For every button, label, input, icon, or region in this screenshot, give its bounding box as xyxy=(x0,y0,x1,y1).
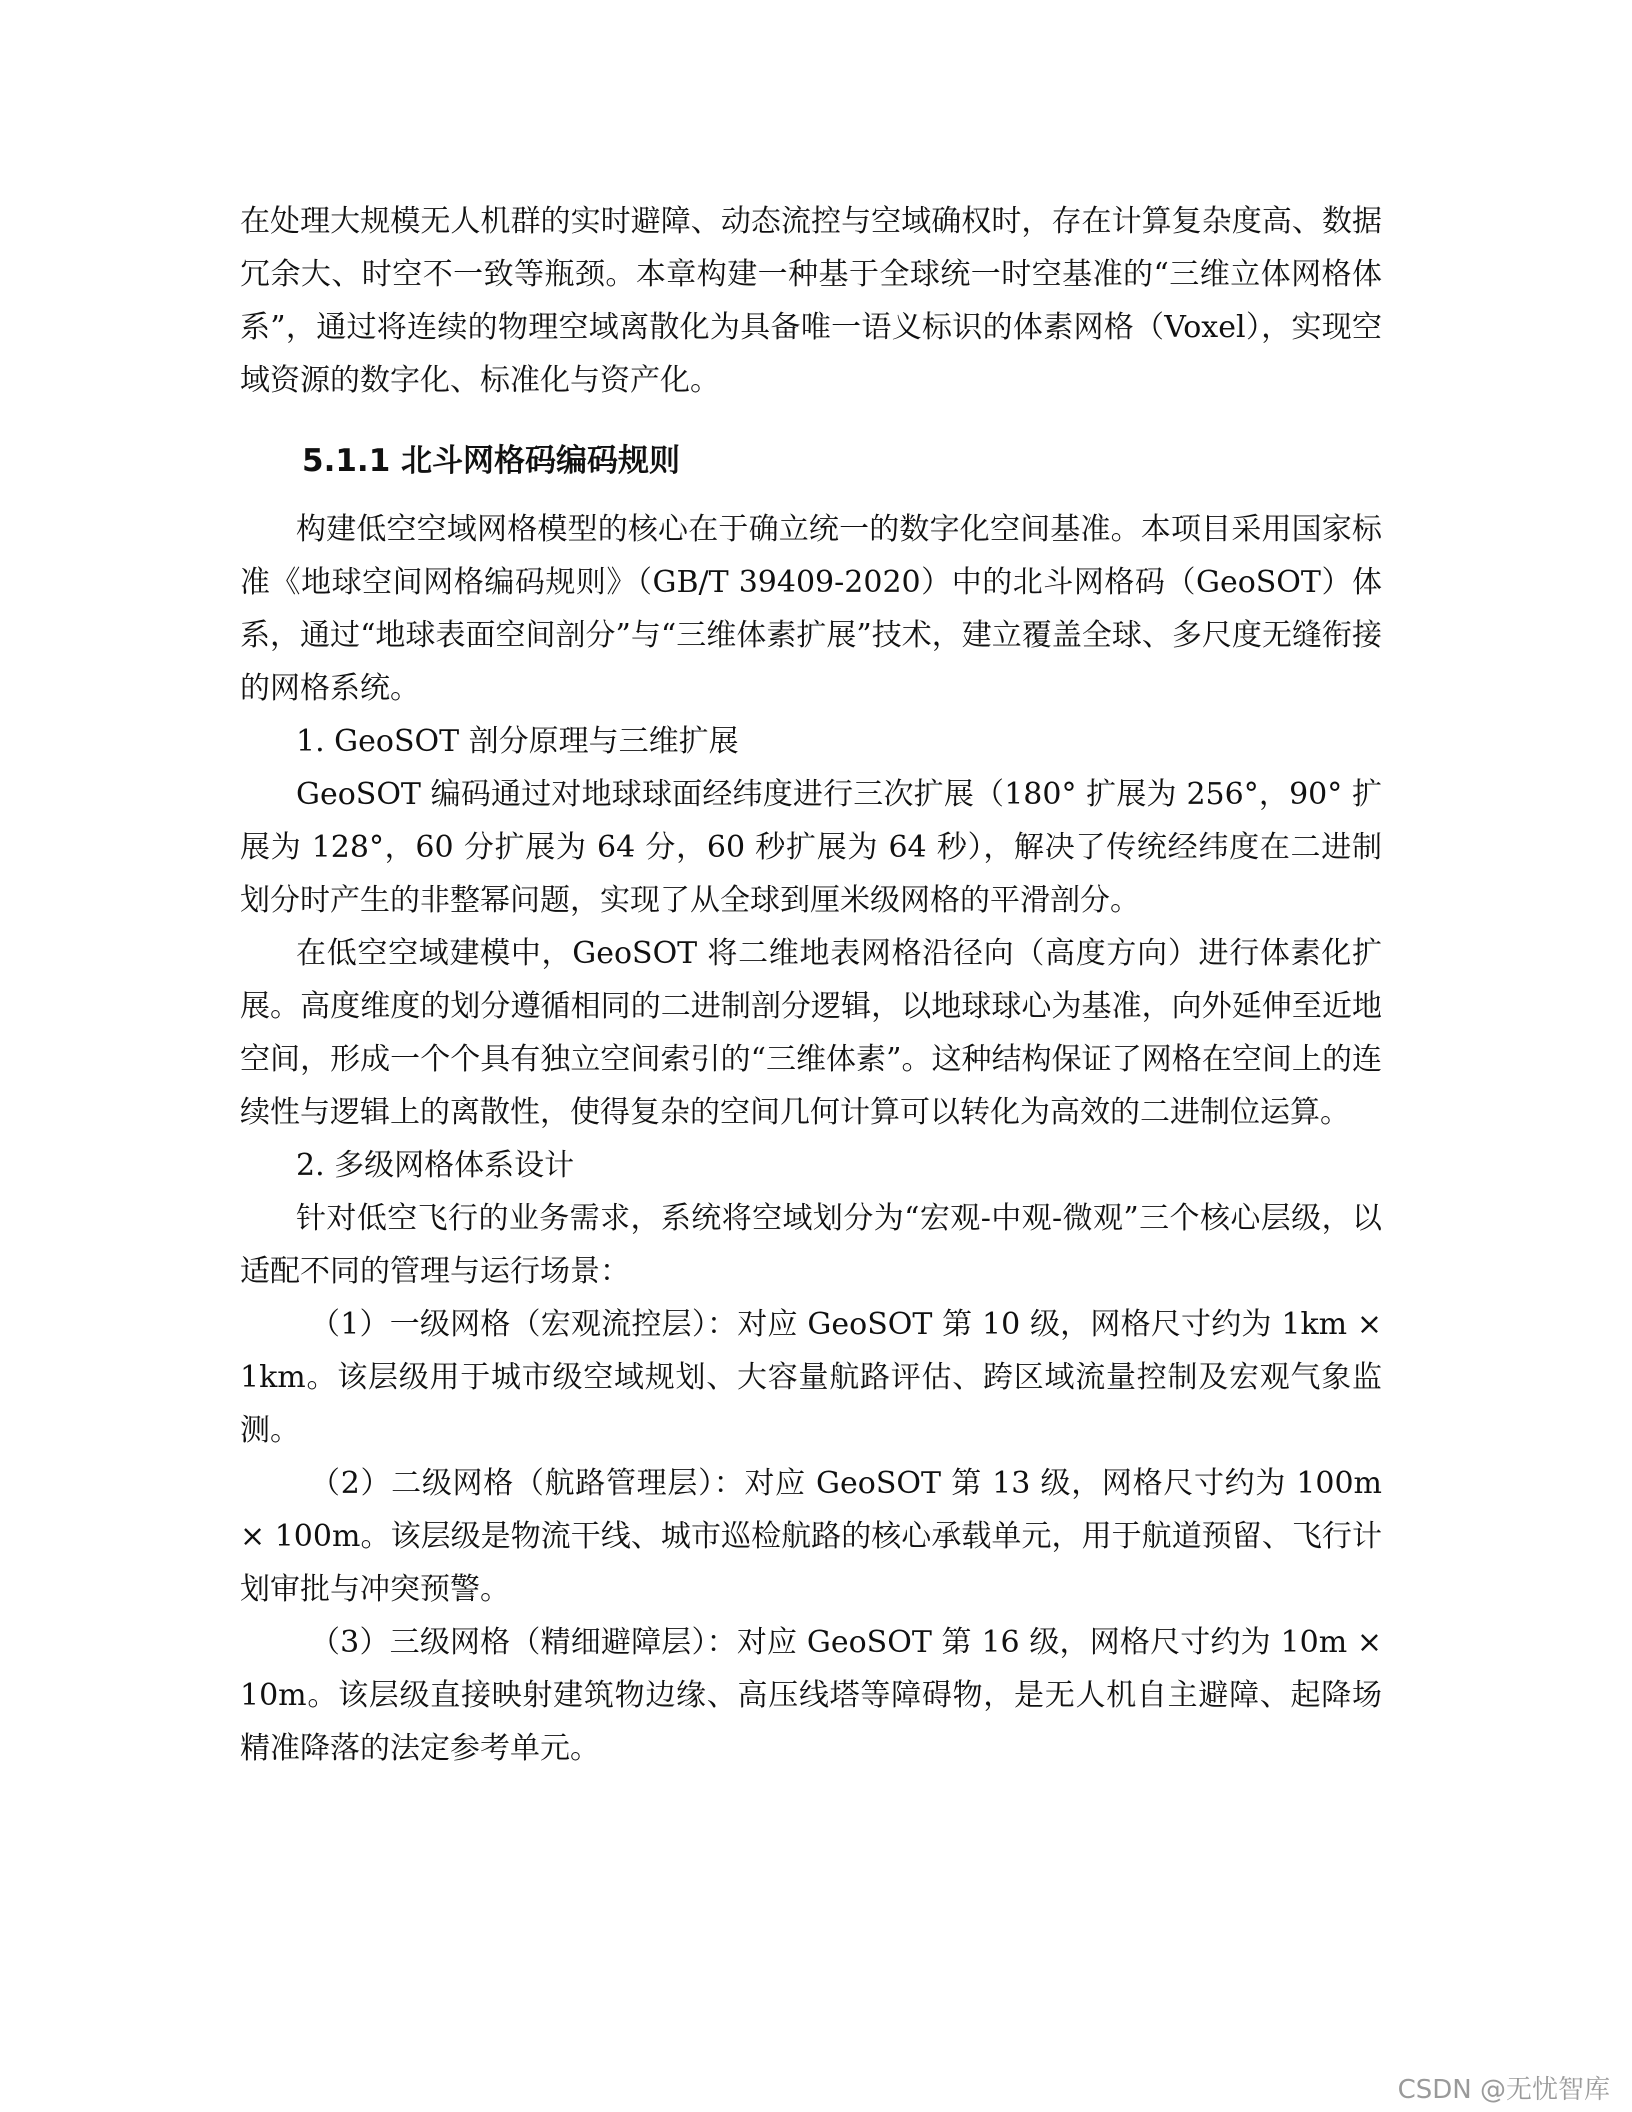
level-3-grid: （3）三级网格（精细避障层）：对应 GeoSOT 第 16 级，网格尺寸约为 10m × 10m。该层级直接映射建筑物边缘、高压线塔等障碍物，是无人机自主避障、起降场精准降落的法定参考单元。 xyxy=(240,1625,1382,1766)
section-heading: 5.1.1 北斗网格码编码规则 xyxy=(302,443,681,479)
paragraph-geosot-principle: GeoSOT 编码通过对地球球面经纬度进行三次扩展（180° 扩展为 256°，90° 扩展为 128°，60 分扩展为 64 分，60 秒扩展为 64 秒），解决了传统经纬度在二进制划分时产生的非整幂问题，实现了从全球到厘米级网格的平滑剖分。 xyxy=(240,777,1382,918)
item-2-title: 2. 多级网格体系设计 xyxy=(296,1148,575,1183)
csdn-watermark: CSDN @无忧智库 xyxy=(1397,2075,1610,2105)
level-2-grid: （2）二级网格（航路管理层）：对应 GeoSOT 第 13 级，网格尺寸约为 100m × 100m。该层级是物流干线、城市巡检航路的核心承载单元，用于航道预留、飞行计划审批与冲突预警。 xyxy=(240,1466,1382,1607)
intro-paragraph: 在处理大规模无人机群的实时避障、动态流控与空域确权时，存在计算复杂度高、数据冗余大、时空不一致等瓶颈。本章构建一种基于全球统一时空基准的“三维立体网格体系”，通过将连续的物理空域离散化为具备唯一语义标识的体素网格（Voxel），实现空域资源的数字化、标准化与资产化。 xyxy=(240,204,1382,398)
paragraph-geosot-intro: 构建低空空域网格模型的核心在于确立统一的数字化空间基准。本项目采用国家标准《地球空间网格编码规则》（GB/T 39409-2020）中的北斗网格码（GeoSOT）体系，通过“地球表面空间剖分”与“三维体素扩展”技术，建立覆盖全球、多尺度无缝衔接的网格系统。 xyxy=(240,512,1382,706)
paragraph-multilevel-intro: 针对低空飞行的业务需求，系统将空域划分为“宏观-中观-微观”三个核心层级，以适配不同的管理与运行场景： xyxy=(240,1201,1382,1289)
paragraph-voxel-extension: 在低空空域建模中，GeoSOT 将二维地表网格沿径向（高度方向）进行体素化扩展。高度维度的划分遵循相同的二进制剖分逻辑，以地球球心为基准，向外延伸至近地空间，形成一个个具有独立空间索引的“三维体素”。这种结构保证了网格在空间上的连续性与逻辑上的离散性，使得复杂的空间几何计算可以转化为高效的二进制位运算。 xyxy=(240,936,1382,1130)
document-body xyxy=(240,195,1382,1775)
level-1-grid: （1）一级网格（宏观流控层）：对应 GeoSOT 第 10 级，网格尺寸约为 1km × 1km。该层级用于城市级空域规划、大容量航路评估、跨区域流量控制及宏观气象监测。 xyxy=(240,1307,1382,1448)
item-1-title: 1. GeoSOT 剖分原理与三维扩展 xyxy=(296,724,739,759)
